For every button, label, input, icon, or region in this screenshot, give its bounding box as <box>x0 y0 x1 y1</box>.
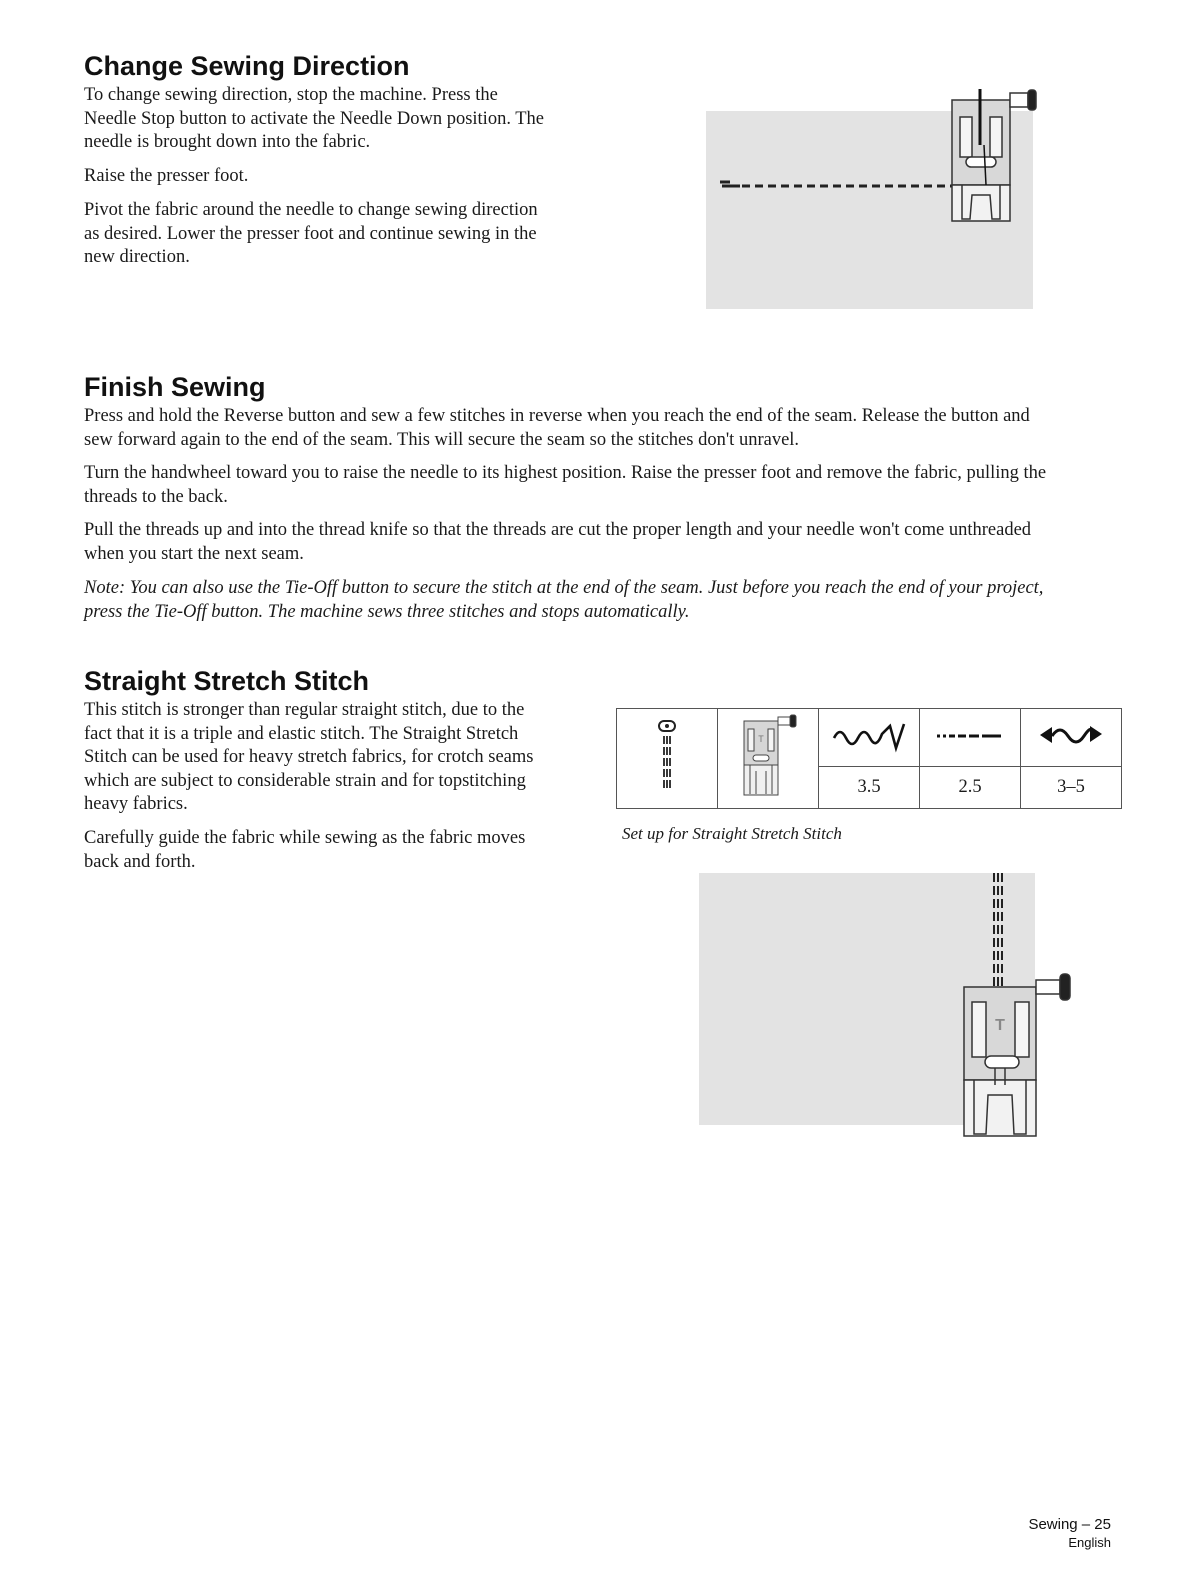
section-heading-change-direction: Change Sewing Direction <box>84 51 410 81</box>
stretch-paragraph-2: Carefully guide the fabric while sewing as the fabric moves back and forth. <box>84 828 526 872</box>
stretch-stitch-illustration <box>695 870 1085 1145</box>
foot-letter: T <box>995 1017 1005 1034</box>
change-direction-paragraph-1: To change sewing direction, stop the machine. Press the Needle Stop button to activate the Needle Down position. The needle is brought down into the fabric. <box>84 85 544 152</box>
change-direction-paragraph-3: Pivot the fabric around the needle to change sewing direction as desired. Lower the presser foot and continue sewing in the new direction. <box>84 200 538 267</box>
stitch-width-icon <box>832 720 906 750</box>
stitch-setup-table <box>616 708 1122 809</box>
page-language: English <box>1068 1535 1111 1550</box>
finish-paragraph-1: Press and hold the Reverse button and sew a few stitches in reverse when you reach the end of the seam. Release the button and sew forward again to the end of the seam. This will secure the seam so the stitches don't unravel. <box>84 406 1030 450</box>
stretch-icon-cell <box>1021 709 1122 767</box>
finish-paragraph-2: Turn the handwheel toward you to raise the needle to its highest position. Raise the presser foot and remove the fabric, pulling the threads to the back. <box>84 463 1047 507</box>
foot-letter: T <box>758 733 764 744</box>
stretch-range-value: 3–5 <box>1021 767 1122 809</box>
stretch-balance-icon <box>1038 722 1104 748</box>
page-number: Sewing – 25 <box>1028 1516 1111 1533</box>
straight-stretch-stitch-icon <box>657 720 677 792</box>
stretch-paragraph-1: This stitch is stronger than regular straight stitch, due to the fact that it is a triple and elastic stitch. The Straight Stretch Stitch can be used for heavy stretch fabrics, for crotch seams which are subject to considerable strain and for topstitching heavy fabrics. <box>84 700 534 814</box>
section-heading-straight-stretch: Straight Stretch Stitch <box>84 666 370 696</box>
setup-caption: Set up for Straight Stretch Stitch <box>622 824 842 843</box>
presser-foot-icon <box>964 974 1070 1136</box>
width-icon-cell <box>819 709 920 767</box>
stitch-width-value: 3.5 <box>819 767 920 809</box>
section-heading-finish-sewing: Finish Sewing <box>84 372 266 402</box>
finish-note: Note: You can also use the Tie-Off button to secure the stitch at the end of the seam. Just before you reach the end of your project, press the Tie-Off button. The machine sews three stitches and stops automatically. <box>84 578 1044 622</box>
stitch-length-icon <box>937 730 1003 742</box>
change-direction-paragraph-2: Raise the presser foot. <box>84 166 249 186</box>
length-icon-cell <box>920 709 1021 767</box>
stitch-length-value: 2.5 <box>920 767 1021 809</box>
presser-foot-t-icon <box>738 715 798 797</box>
pivot-illustration <box>700 85 1060 315</box>
finish-paragraph-3: Pull the threads up and into the thread knife so that the threads are cut the proper length and your needle won't come unthreaded when you start the next seam. <box>84 520 1032 564</box>
presser-foot-cell <box>718 709 819 809</box>
stitch-symbol-cell <box>617 709 718 809</box>
